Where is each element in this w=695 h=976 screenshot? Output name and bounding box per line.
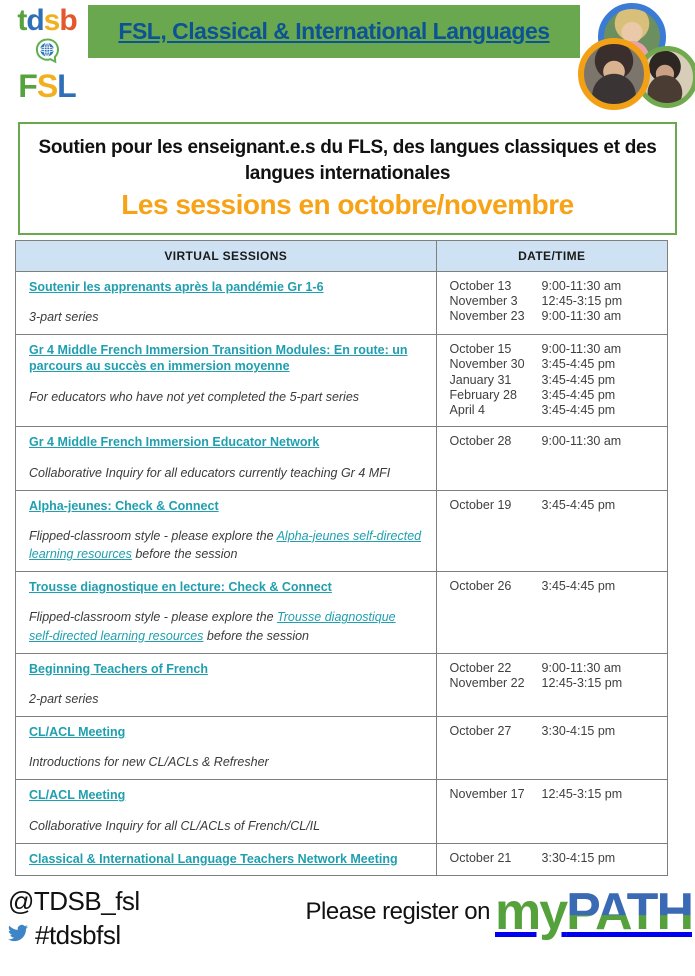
session-time: 3:30-4:15 pm [541,850,616,865]
logo-letter: S [36,68,58,104]
department-banner-link[interactable]: FSL, Classical & International Languages [118,18,550,44]
title-subtitle: Soutien pour les enseignant.e.s du FLS, des langues classiques et des langues internationales [38,137,657,184]
session-time: 9:00-11:30 am [541,660,622,675]
sessions-table [15,240,668,876]
session-link[interactable]: Alpha-jeunes: Check & Connect [29,498,219,513]
session-date: January 31 [449,372,512,387]
description-text: 3-part series [29,309,99,324]
twitter-bird-icon [8,923,28,948]
session-description [29,690,423,708]
session-datetime [450,403,654,418]
session-datetime [450,498,654,513]
description-text: Collaborative Inquiry for all CL/ACLs of French/CL/IL [29,818,321,833]
session-link[interactable]: CL/ACL Meeting [29,725,126,740]
table-header-row [16,241,667,272]
session-time: 12:45-3:15 pm [541,675,623,690]
page-header [0,0,695,118]
title-main: Les sessions en octobre/novembre [121,189,574,221]
datetime-cell [437,572,667,653]
session-link[interactable]: Gr 4 Middle French Immersion Transition Modules: En route: un parcours au succès en immersion moyenne [29,343,408,374]
session-date: October 26 [449,579,512,594]
session-time: 3:45-4:45 pm [541,403,616,418]
logo-letter: L [57,68,76,104]
globe-speech-icon [8,37,86,69]
session-cell [16,491,437,572]
session-time: 9:00-11:30 am [541,434,622,449]
session-time: 9:00-11:30 am [541,278,622,293]
session-time: 3:45-4:45 pm [541,387,616,402]
table-row [16,272,667,335]
session-datetime [450,342,654,357]
session-link[interactable]: Trousse diagnostique en lecture: Check & Connect [29,580,332,595]
datetime-cell [437,335,667,426]
session-description [29,608,423,644]
session-date: October 21 [449,850,512,865]
fsl-logo-text [8,70,86,102]
datetime-cell [437,272,667,334]
session-cell [16,780,437,842]
session-date: April 4 [449,403,485,418]
session-date: October 13 [449,278,512,293]
table-row [16,335,667,427]
session-cell [16,572,437,653]
session-description [29,817,423,835]
session-date: February 28 [449,387,517,402]
session-link[interactable]: CL/ACL Meeting [29,788,126,803]
tdsb-logo-text [8,6,86,36]
session-datetime [450,787,654,802]
session-cell [16,427,437,489]
session-cell [16,844,437,875]
description-text: before the session [203,628,310,643]
session-time: 3:30-4:15 pm [541,724,616,739]
session-time: 3:45-4:45 pm [541,497,616,512]
datetime-cell [437,491,667,572]
mypath-logo-path: PATH [566,883,692,942]
description-text: Collaborative Inquiry for all educators currently teaching Gr 4 MFI [29,465,391,480]
description-text: Introductions for new CL/ACLs & Refresher [29,755,269,770]
session-time: 3:45-4:45 pm [541,579,616,594]
session-cell [16,272,437,334]
resource-link[interactable]: Trousse diagnostique self-directed learning resources [29,610,396,643]
session-cell [16,654,437,716]
logo-letter: b [59,4,77,37]
session-date: November 3 [449,293,518,308]
session-description [29,388,423,406]
logo-letter: t [17,4,27,37]
teacher-photo-orange-ring [578,38,650,110]
session-date: October 19 [449,497,512,512]
table-row [16,572,667,654]
datetime-cell [437,780,667,842]
session-time: 3:45-4:45 pm [541,372,616,387]
title-box [18,122,677,235]
logo-letter: d [26,4,44,37]
page-footer [0,884,695,976]
session-time: 9:00-11:30 am [541,309,622,324]
session-description [29,308,423,326]
description-text: Flipped-classroom style - please explore the [29,528,277,543]
department-banner [88,5,580,58]
description-text: For educators who have not yet completed the 5-part series [29,389,360,404]
session-description [29,527,423,563]
description-text: before the session [131,547,238,562]
datetime-cell [437,717,667,779]
session-datetime [450,357,654,372]
session-date: November 22 [449,675,525,690]
table-row [16,780,667,843]
register-text: Please register on [305,898,490,926]
session-datetime [450,851,654,866]
table-row [16,427,667,490]
session-description [29,464,423,482]
session-datetime [450,724,654,739]
session-date: October 27 [449,724,512,739]
session-datetime [450,373,654,388]
session-datetime [450,388,654,403]
datetime-cell [437,427,667,489]
logo-letter: F [18,68,37,104]
mypath-logo-my: my [495,883,567,942]
twitter-handle: @TDSB_fsl [8,886,140,917]
table-row [16,844,667,875]
session-datetime [450,309,654,324]
session-datetime [450,294,654,309]
session-datetime [450,661,654,676]
table-row [16,717,667,780]
column-header-virtual-sessions: VIRTUAL SESSIONS [16,241,437,271]
session-datetime [450,434,654,449]
session-date: October 15 [449,342,512,357]
session-datetime [450,676,654,691]
column-header-date-time: DATE/TIME [518,248,586,263]
session-cell [16,335,437,426]
session-date: November 17 [449,787,525,802]
resource-link[interactable]: Alpha-jeunes self-directed learning resources [29,528,422,562]
session-link[interactable]: Classical & International Language Teachers Network Meeting [29,851,398,866]
session-description [29,753,423,771]
session-time: 12:45-3:15 pm [541,787,623,802]
mypath-logo[interactable] [495,883,692,942]
session-date: October 22 [449,660,512,675]
session-datetime [450,579,654,594]
session-cell [16,717,437,779]
session-date: October 28 [449,434,512,449]
logo-letter: s [43,4,60,37]
table-row [16,654,667,717]
session-time: 12:45-3:15 pm [541,293,623,308]
description-text: 2-part series [29,691,99,706]
tdsb-fsl-logo [8,6,86,102]
session-datetime [450,279,654,294]
datetime-cell [437,654,667,716]
table-row [16,491,667,573]
session-link[interactable]: Soutenir les apprenants après la pandémie Gr 1-6 [29,279,324,294]
register-row [305,883,692,942]
session-date: November 23 [449,309,525,324]
session-time: 3:45-4:45 pm [541,357,616,372]
session-time: 9:00-11:30 am [541,342,622,357]
session-link[interactable]: Beginning Teachers of French [29,661,208,676]
description-text: Flipped-classroom style - please explore the [29,610,278,625]
datetime-cell [437,844,667,875]
session-link[interactable]: Gr 4 Middle French Immersion Educator Network [29,435,320,450]
hashtag-text: #tdsbfsl [35,920,121,951]
session-date: November 30 [449,357,525,372]
sessions-table-body [16,272,667,875]
